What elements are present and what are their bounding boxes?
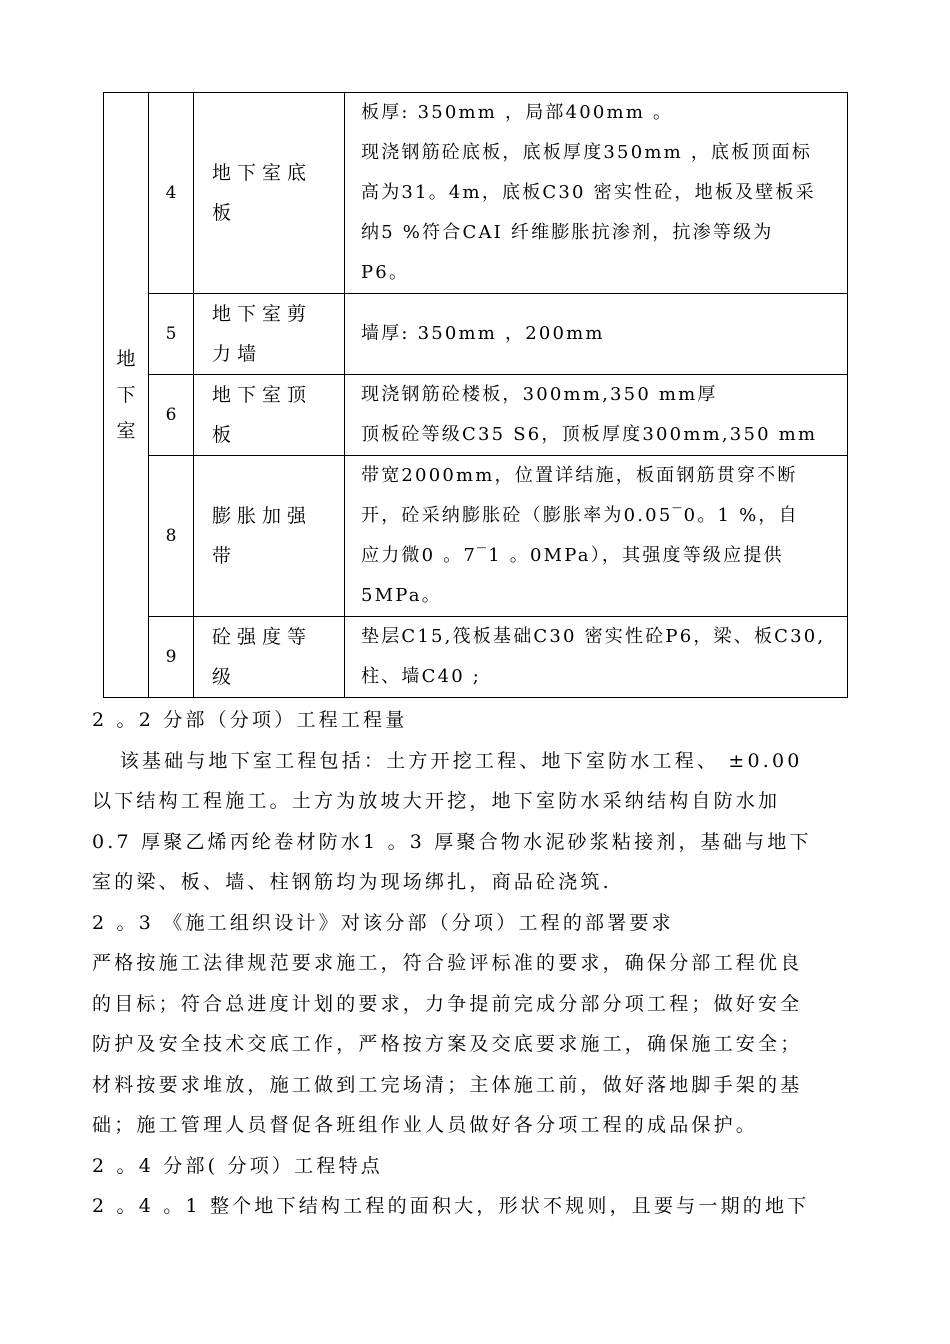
item-description — [345, 617, 848, 698]
item-name: 地下室顶板 — [194, 375, 345, 456]
paragraph-line: 材料按要求堆放，施工做到工完场清；主体施工前，做好落地脚手架的基 — [92, 1073, 803, 1096]
description-line: 应力微0 。7‾1 。0MPa），其强度等级应提供 — [361, 545, 784, 566]
item-name: 砼强度等级 — [194, 617, 345, 698]
table-row — [104, 617, 848, 698]
description-line: 现浇钢筋砼底板，底板厚度350mm ，底板顶面标 — [361, 142, 813, 163]
description-line: 墙厚: 350mm ，200mm — [361, 323, 605, 344]
section-heading: 2 。2 分部（分项）工程工程量 — [92, 709, 408, 731]
description-line: 高为31。4m，底板C30 密实性砼，地板及壁板采 — [361, 182, 816, 203]
paragraph-line: 以下结构工程施工。土方为放坡大开挖，地下室防水采纳结构自防水加 — [92, 790, 781, 812]
description-line: 开，砼采纳膨胀砼（膨胀率为0.05‾0。1 %，自 — [361, 505, 799, 526]
description-line: 顶板砼等级C35 S6，顶板厚度300mm,350 mm — [361, 424, 818, 445]
paragraph-line: 础；施工管理人员督促各班组作业人员做好各分项工程的成品保护。 — [92, 1114, 759, 1136]
item-name: 膨胀加强带 — [194, 456, 345, 617]
paragraph-line: 室的梁、板、墙、柱钢筋均为现场绑扎，商品砼浇筑. — [92, 871, 612, 893]
paragraph-line: 该基础与地下室工程包括：土方开挖工程、地下室防水工程、 ±0.00 — [92, 749, 803, 772]
description-line: 现浇钢筋砼楼板，300mm,350 mm厚 — [361, 384, 718, 405]
row-number: 8 — [149, 456, 194, 617]
item-description — [345, 456, 848, 617]
paragraph-line: 0.7 厚聚乙烯丙纶卷材防水1 。3 厚聚合物水泥砂浆粘接剂，基础与地下 — [92, 830, 812, 853]
description-line: 板厚: 350mm ，局部400mm 。 — [361, 102, 674, 123]
category-char: 室 — [116, 420, 136, 442]
category-char: 下 — [116, 384, 136, 406]
row-number: 4 — [149, 93, 194, 294]
row-number: 9 — [149, 617, 194, 698]
row-number: 6 — [149, 375, 194, 456]
item-description — [345, 375, 848, 456]
description-line: 带宽2000mm，位置详结施，板面钢筋贯穿不断 — [361, 465, 798, 486]
description-line: 5MPa。 — [361, 585, 442, 606]
category-cell — [104, 93, 149, 698]
body-text — [92, 700, 862, 1227]
paragraph-line: 2 。4 。1 整个地下结构工程的面积大，形状不规则，且要与一期的地下 — [92, 1195, 810, 1217]
table-row — [104, 294, 848, 375]
section-heading: 2 。4 分部( 分项）工程特点 — [92, 1154, 383, 1177]
description-line: P6。 — [361, 262, 410, 283]
paragraph-line: 严格按施工法律规范要求施工，符合验评标准的要求，确保分部工程优良 — [92, 952, 803, 974]
paragraph-line: 防护及安全技术交底工作，严格按方案及交底要求施工，确保施工安全； — [92, 1033, 803, 1055]
table-row — [104, 456, 848, 617]
row-number: 5 — [149, 294, 194, 375]
item-name: 地下室底板 — [194, 93, 345, 294]
paragraph-line: 的目标；符合总进度计划的要求，力争提前完成分部分项工程；做好安全 — [92, 992, 803, 1015]
item-name: 地下室剪力墙 — [194, 294, 345, 375]
description-line: 纳5 %符合CAI 纤维膨胀抗渗剂，抗渗等级为 — [361, 222, 774, 243]
basement-spec-table — [103, 92, 848, 698]
item-description — [345, 93, 848, 294]
section-heading: 2 。3 《施工组织设计》对该分部（分项）工程的部署要求 — [92, 911, 674, 934]
item-description — [345, 294, 848, 375]
table-row — [104, 93, 848, 294]
description-line: 柱、墙C40 ; — [361, 666, 482, 687]
description-line: 垫层C15,筏板基础C30 密实性砼P6，梁、板C30, — [361, 626, 826, 647]
category-char: 地 — [116, 348, 136, 370]
table-row — [104, 375, 848, 456]
